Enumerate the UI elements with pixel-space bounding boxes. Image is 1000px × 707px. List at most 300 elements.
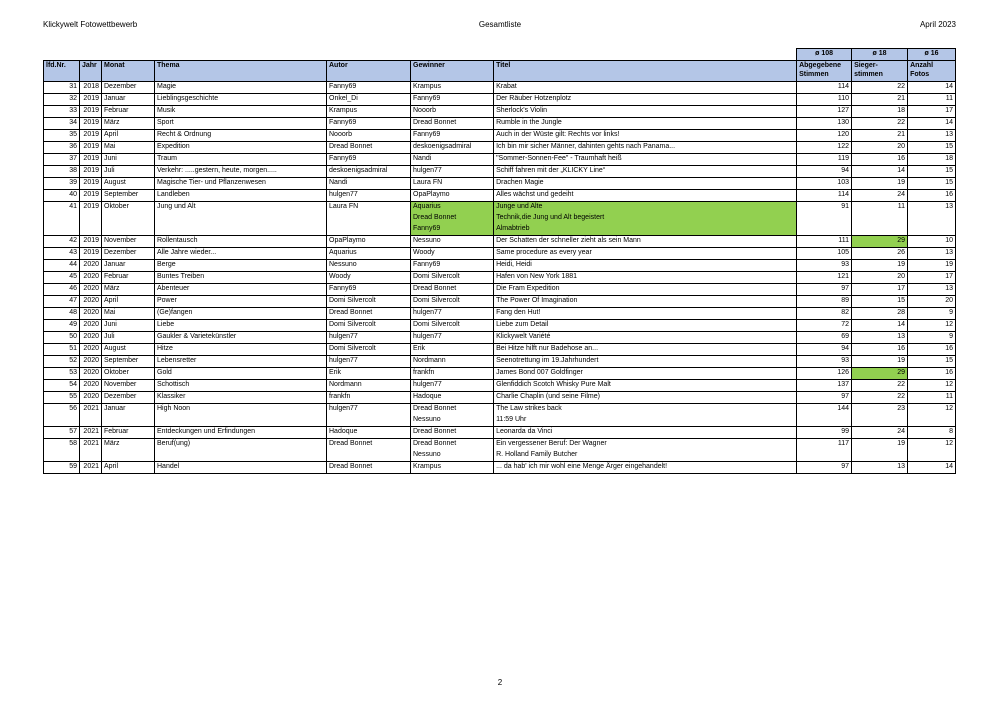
cell-monat: Juni — [102, 319, 155, 331]
cell-gewinner-line: Krampus — [413, 82, 442, 90]
cell-jahr: 2020 — [80, 379, 102, 391]
cell-fotos: 15 — [908, 355, 956, 367]
cell-jahr: 2021 — [80, 426, 102, 438]
cell-fotos: 15 — [908, 141, 956, 153]
cell-jahr: 2019 — [80, 189, 102, 201]
cell-sieger: 24 — [852, 426, 908, 438]
cell-titel — [494, 331, 797, 343]
cell-autor: hulgen77 — [327, 403, 411, 426]
column-header-row — [44, 60, 956, 81]
cell-stimmen: 114 — [797, 81, 852, 93]
cell-thema: Expedition — [155, 141, 327, 153]
cell-titel — [494, 426, 797, 438]
table-body — [44, 81, 956, 473]
table-row — [44, 391, 956, 403]
cell-sieger: 26 — [852, 247, 908, 259]
cell-gewinner — [411, 93, 494, 105]
cell-thema: Magie — [155, 81, 327, 93]
cell-sieger: 21 — [852, 93, 908, 105]
cell-autor: Erik — [327, 367, 411, 379]
cell-nr: 35 — [44, 129, 80, 141]
cell-thema: Gaukler & Varietekünstler — [155, 331, 327, 343]
cell-titel-line: Der Schatten der schneller zieht als sein Mann — [496, 236, 641, 244]
cell-monat: Februar — [102, 271, 155, 283]
cell-stimmen: 94 — [797, 343, 852, 355]
cell-fotos: 12 — [908, 379, 956, 391]
cell-titel — [494, 367, 797, 379]
cell-gewinner-line: Fanny69 — [413, 94, 441, 102]
table-row — [44, 189, 956, 201]
cell-autor: hulgen77 — [327, 355, 411, 367]
cell-gewinner-line: Nandi — [413, 154, 432, 162]
cell-sieger: 19 — [852, 177, 908, 189]
col-stimmen — [797, 60, 852, 81]
cell-sieger: 15 — [852, 295, 908, 307]
cell-titel — [494, 81, 797, 93]
cell-thema: Sport — [155, 117, 327, 129]
cell-nr: 59 — [44, 461, 80, 473]
cell-gewinner-line: Nessuno — [413, 450, 441, 458]
cell-gewinner — [411, 153, 494, 165]
cell-gewinner-line: Nessuno — [413, 236, 441, 244]
cell-titel — [494, 343, 797, 355]
cell-gewinner-line: Domi Silvercolt — [413, 320, 460, 328]
cell-autor: Hadoque — [327, 426, 411, 438]
cell-stimmen: 120 — [797, 129, 852, 141]
cell-titel — [494, 153, 797, 165]
cell-gewinner — [411, 271, 494, 283]
cell-gewinner-line: Dread Bonnet — [413, 118, 457, 126]
list-title: Gesamtliste — [478, 20, 522, 29]
col-sieger-line1: Sieger- — [854, 61, 878, 69]
cell-fotos: 15 — [908, 177, 956, 189]
cell-titel-line: "Sommer-Sonnen-Fee" - Traumhaft heiß — [496, 154, 622, 162]
cell-gewinner-line: Aquarius — [413, 202, 441, 210]
cell-fotos: 16 — [908, 189, 956, 201]
cell-sieger: 13 — [852, 461, 908, 473]
cell-stimmen: 97 — [797, 283, 852, 295]
cell-titel — [494, 235, 797, 247]
cell-gewinner-line: Krampus — [413, 462, 442, 470]
table-row — [44, 235, 956, 247]
cell-titel-line: Bei Hitze hilft nur Badehose an... — [496, 344, 599, 352]
cell-jahr: 2021 — [80, 438, 102, 461]
cell-fotos: 14 — [908, 461, 956, 473]
cell-thema: Entdeckungen und Erfindungen — [155, 426, 327, 438]
avg-stimmen: ø 108 — [797, 49, 852, 61]
cell-gewinner-line: Fanny69 — [413, 224, 441, 232]
cell-nr: 34 — [44, 117, 80, 129]
cell-titel — [494, 247, 797, 259]
cell-gewinner — [411, 355, 494, 367]
cell-stimmen: 72 — [797, 319, 852, 331]
cell-monat: Februar — [102, 105, 155, 117]
col-thema: Thema — [155, 60, 327, 81]
cell-nr: 50 — [44, 331, 80, 343]
cell-gewinner — [411, 379, 494, 391]
cell-monat: Februar — [102, 426, 155, 438]
cell-thema: Lebensretter — [155, 355, 327, 367]
cell-monat: November — [102, 235, 155, 247]
table-row — [44, 319, 956, 331]
cell-monat: September — [102, 189, 155, 201]
col-fotos-line1: Anzahl — [910, 61, 934, 69]
cell-nr: 31 — [44, 81, 80, 93]
cell-titel — [494, 295, 797, 307]
cell-monat: März — [102, 438, 155, 461]
cell-monat: April — [102, 461, 155, 473]
cell-nr: 41 — [44, 201, 80, 235]
cell-gewinner-line: Hadoque — [413, 392, 442, 400]
table-row — [44, 201, 956, 235]
table-row — [44, 271, 956, 283]
cell-gewinner-line: Nessuno — [413, 415, 441, 423]
cell-gewinner — [411, 235, 494, 247]
cell-autor: frankfn — [327, 391, 411, 403]
cell-gewinner — [411, 307, 494, 319]
cell-nr: 49 — [44, 319, 80, 331]
cell-titel — [494, 177, 797, 189]
cell-gewinner-line: Fanny69 — [413, 260, 441, 268]
cell-stimmen: 119 — [797, 153, 852, 165]
cell-autor: Dread Bonnet — [327, 307, 411, 319]
col-sieger — [852, 60, 908, 81]
cell-titel-line: Glenfiddich Scotch Whisky Pure Malt — [496, 380, 611, 388]
cell-thema: Magische Tier- und Pflanzenwesen — [155, 177, 327, 189]
document-title: Klickywelt Fotowettbewerb — [43, 20, 138, 29]
table-row — [44, 367, 956, 379]
cell-autor: Laura FN — [327, 201, 411, 235]
cell-monat: November — [102, 379, 155, 391]
cell-stimmen: 114 — [797, 189, 852, 201]
cell-fotos: 15 — [908, 165, 956, 177]
table-row — [44, 403, 956, 426]
col-stimmen-line1: Abgegebene — [799, 61, 842, 69]
cell-gewinner-line: Dread Bonnet — [413, 213, 457, 221]
cell-jahr: 2020 — [80, 307, 102, 319]
cell-stimmen: 126 — [797, 367, 852, 379]
cell-nr: 52 — [44, 355, 80, 367]
cell-monat: März — [102, 117, 155, 129]
cell-gewinner — [411, 343, 494, 355]
cell-gewinner — [411, 189, 494, 201]
cell-monat: Oktober — [102, 367, 155, 379]
cell-autor: Nandi — [327, 177, 411, 189]
table-row — [44, 343, 956, 355]
cell-gewinner-line: deskoenigsadmiral — [413, 142, 472, 150]
cell-stimmen: 144 — [797, 403, 852, 426]
cell-thema: Abenteuer — [155, 283, 327, 295]
cell-gewinner-line: frankfn — [413, 368, 435, 376]
cell-fotos: 10 — [908, 235, 956, 247]
cell-thema: High Noon — [155, 403, 327, 426]
cell-stimmen: 117 — [797, 438, 852, 461]
cell-monat: März — [102, 283, 155, 295]
cell-sieger: 22 — [852, 379, 908, 391]
cell-titel — [494, 129, 797, 141]
cell-jahr: 2019 — [80, 235, 102, 247]
cell-autor: hulgen77 — [327, 331, 411, 343]
cell-stimmen: 121 — [797, 271, 852, 283]
cell-nr: 39 — [44, 177, 80, 189]
cell-autor: Domi Silvercolt — [327, 319, 411, 331]
avg-sieger: ø 18 — [852, 49, 908, 61]
cell-jahr: 2021 — [80, 403, 102, 426]
cell-fotos: 16 — [908, 367, 956, 379]
cell-titel — [494, 438, 797, 461]
cell-titel-line: Sherlock's Violin — [496, 106, 548, 114]
col-stimmen-line2: Stimmen — [799, 71, 829, 79]
cell-gewinner-line: Fanny69 — [413, 130, 441, 138]
cell-titel-line: Krabat — [496, 82, 517, 90]
cell-titel-line: Auch in der Wüste gilt: Rechts vor links! — [496, 130, 620, 138]
cell-sieger: 19 — [852, 259, 908, 271]
cell-nr: 58 — [44, 438, 80, 461]
cell-gewinner-line: OpaPlaymo — [413, 190, 450, 198]
cell-jahr: 2019 — [80, 177, 102, 189]
cell-autor: Nordmann — [327, 379, 411, 391]
cell-titel-line: R. Holland Family Butcher — [496, 450, 578, 458]
cell-sieger: 29 — [852, 235, 908, 247]
cell-fotos: 13 — [908, 247, 956, 259]
cell-thema: Alle Jahre wieder... — [155, 247, 327, 259]
cell-stimmen: 111 — [797, 235, 852, 247]
cell-thema: Jung und Alt — [155, 201, 327, 235]
cell-gewinner — [411, 283, 494, 295]
cell-jahr: 2020 — [80, 367, 102, 379]
cell-fotos: 11 — [908, 391, 956, 403]
cell-fotos: 17 — [908, 271, 956, 283]
cell-autor: Nessuno — [327, 259, 411, 271]
cell-monat: Dezember — [102, 391, 155, 403]
cell-thema: Traum — [155, 153, 327, 165]
cell-gewinner — [411, 438, 494, 461]
cell-gewinner — [411, 129, 494, 141]
cell-titel-line: Same procedure as every year — [496, 248, 592, 256]
cell-nr: 42 — [44, 235, 80, 247]
cell-titel-line: Junge und Alte — [496, 202, 543, 210]
cell-thema: (Ge)fangen — [155, 307, 327, 319]
cell-titel-line: Almabtrieb — [496, 224, 530, 232]
averages-row — [44, 49, 956, 61]
table-row — [44, 461, 956, 473]
cell-sieger: 16 — [852, 153, 908, 165]
cell-fotos: 13 — [908, 201, 956, 235]
cell-sieger: 24 — [852, 189, 908, 201]
cell-gewinner-line: Dread Bonnet — [413, 284, 457, 292]
cell-nr: 32 — [44, 93, 80, 105]
cell-stimmen: 93 — [797, 259, 852, 271]
cell-autor: Onkel_Di — [327, 93, 411, 105]
cell-stimmen: 105 — [797, 247, 852, 259]
table-row — [44, 307, 956, 319]
cell-gewinner-line: Woody — [413, 248, 435, 256]
cell-nr: 43 — [44, 247, 80, 259]
cell-jahr: 2019 — [80, 117, 102, 129]
table-row — [44, 93, 956, 105]
cell-titel — [494, 165, 797, 177]
cell-nr: 38 — [44, 165, 80, 177]
cell-titel — [494, 319, 797, 331]
cell-monat: Januar — [102, 403, 155, 426]
results-table — [43, 48, 956, 474]
cell-gewinner — [411, 426, 494, 438]
cell-autor: Dread Bonnet — [327, 141, 411, 153]
cell-thema: Schottisch — [155, 379, 327, 391]
cell-stimmen: 94 — [797, 165, 852, 177]
cell-fotos: 13 — [908, 283, 956, 295]
table-row — [44, 105, 956, 117]
cell-autor: Aquarius — [327, 247, 411, 259]
cell-gewinner — [411, 141, 494, 153]
cell-fotos: 11 — [908, 93, 956, 105]
cell-titel-line: Leonarda da Vinci — [496, 427, 553, 435]
col-monat: Monat — [102, 60, 155, 81]
cell-fotos: 9 — [908, 307, 956, 319]
cell-fotos: 19 — [908, 259, 956, 271]
cell-sieger: 20 — [852, 271, 908, 283]
cell-gewinner — [411, 81, 494, 93]
cell-gewinner-line: hulgen77 — [413, 332, 442, 340]
cell-gewinner — [411, 201, 494, 235]
cell-jahr: 2019 — [80, 247, 102, 259]
cell-nr: 54 — [44, 379, 80, 391]
table-row — [44, 141, 956, 153]
cell-titel-line: Heidi, Heidi — [496, 260, 532, 268]
cell-sieger: 23 — [852, 403, 908, 426]
cell-thema: Recht & Ordnung — [155, 129, 327, 141]
cell-jahr: 2021 — [80, 461, 102, 473]
cell-gewinner — [411, 295, 494, 307]
cell-sieger: 20 — [852, 141, 908, 153]
table-row — [44, 177, 956, 189]
cell-titel-line: James Bond 007 Goldfinger — [496, 368, 583, 376]
cell-jahr: 2020 — [80, 271, 102, 283]
cell-autor: Fanny69 — [327, 117, 411, 129]
cell-monat: Dezember — [102, 247, 155, 259]
cell-fotos: 12 — [908, 403, 956, 426]
cell-thema: Handel — [155, 461, 327, 473]
cell-thema: Klassiker — [155, 391, 327, 403]
cell-monat: September — [102, 355, 155, 367]
cell-titel — [494, 391, 797, 403]
cell-titel — [494, 461, 797, 473]
cell-jahr: 2020 — [80, 343, 102, 355]
cell-jahr: 2020 — [80, 355, 102, 367]
cell-sieger: 21 — [852, 129, 908, 141]
cell-fotos: 20 — [908, 295, 956, 307]
cell-nr: 33 — [44, 105, 80, 117]
cell-nr: 55 — [44, 391, 80, 403]
cell-titel-line: Fang den Hut! — [496, 308, 541, 316]
cell-titel-line: Technik,die Jung und Alt begeistert — [496, 213, 605, 221]
cell-monat: Juli — [102, 165, 155, 177]
cell-sieger: 22 — [852, 117, 908, 129]
cell-jahr: 2019 — [80, 141, 102, 153]
cell-stimmen: 127 — [797, 105, 852, 117]
cell-autor: Domi Silvercolt — [327, 295, 411, 307]
cell-titel — [494, 141, 797, 153]
cell-sieger: 22 — [852, 391, 908, 403]
cell-fotos: 12 — [908, 438, 956, 461]
cell-autor: Fanny69 — [327, 81, 411, 93]
cell-thema: Landleben — [155, 189, 327, 201]
cell-sieger: 19 — [852, 355, 908, 367]
cell-fotos: 13 — [908, 129, 956, 141]
cell-nr: 46 — [44, 283, 80, 295]
cell-gewinner — [411, 461, 494, 473]
table-row — [44, 438, 956, 461]
table-row — [44, 331, 956, 343]
cell-titel-line: Der Räuber Hotzenplotz — [496, 94, 572, 102]
cell-gewinner-line: Domi Silvercolt — [413, 272, 460, 280]
cell-titel — [494, 379, 797, 391]
col-nr: lfd.Nr. — [44, 60, 80, 81]
table-row — [44, 153, 956, 165]
cell-stimmen: 93 — [797, 355, 852, 367]
cell-titel — [494, 271, 797, 283]
cell-titel — [494, 105, 797, 117]
cell-nr: 48 — [44, 307, 80, 319]
cell-thema: Musik — [155, 105, 327, 117]
cell-monat: August — [102, 177, 155, 189]
cell-jahr: 2018 — [80, 81, 102, 93]
cell-monat: Dezember — [102, 81, 155, 93]
cell-stimmen: 137 — [797, 379, 852, 391]
table-row — [44, 165, 956, 177]
cell-stimmen: 122 — [797, 141, 852, 153]
cell-jahr: 2020 — [80, 295, 102, 307]
table-row — [44, 426, 956, 438]
cell-gewinner — [411, 391, 494, 403]
cell-thema: Power — [155, 295, 327, 307]
cell-monat: August — [102, 343, 155, 355]
cell-titel-line: Klickywelt Variété — [496, 332, 551, 340]
cell-fotos: 17 — [908, 105, 956, 117]
cell-titel-line: Schiff fahren mit der „KLICKY Line“ — [496, 166, 606, 174]
cell-nr: 56 — [44, 403, 80, 426]
table-row — [44, 81, 956, 93]
cell-gewinner — [411, 117, 494, 129]
col-sieger-line2: stimmen — [854, 71, 883, 79]
cell-jahr: 2019 — [80, 129, 102, 141]
table-row — [44, 259, 956, 271]
cell-titel — [494, 355, 797, 367]
cell-thema: Verkehr: .....gestern, heute, morgen..... — [155, 165, 327, 177]
cell-titel-line: Rumble in the Jungle — [496, 118, 562, 126]
cell-jahr: 2020 — [80, 319, 102, 331]
cell-jahr: 2020 — [80, 259, 102, 271]
cell-titel-line: 11:59 Uhr — [496, 415, 527, 423]
cell-titel-line: Seenotrettung im 19.Jahrhundert — [496, 356, 599, 364]
cell-monat: Juli — [102, 331, 155, 343]
cell-autor: Fanny69 — [327, 283, 411, 295]
cell-autor: Nooorb — [327, 129, 411, 141]
cell-gewinner — [411, 319, 494, 331]
cell-nr: 40 — [44, 189, 80, 201]
cell-sieger: 19 — [852, 438, 908, 461]
cell-nr: 53 — [44, 367, 80, 379]
cell-gewinner-line: Nooorb — [413, 106, 436, 114]
cell-autor: hulgen77 — [327, 189, 411, 201]
cell-nr: 36 — [44, 141, 80, 153]
cell-sieger: 29 — [852, 367, 908, 379]
cell-gewinner-line: hulgen77 — [413, 308, 442, 316]
cell-thema: Gold — [155, 367, 327, 379]
cell-gewinner-line: Erik — [413, 344, 426, 352]
cell-gewinner-line: Nordmann — [413, 356, 446, 364]
cell-nr: 45 — [44, 271, 80, 283]
